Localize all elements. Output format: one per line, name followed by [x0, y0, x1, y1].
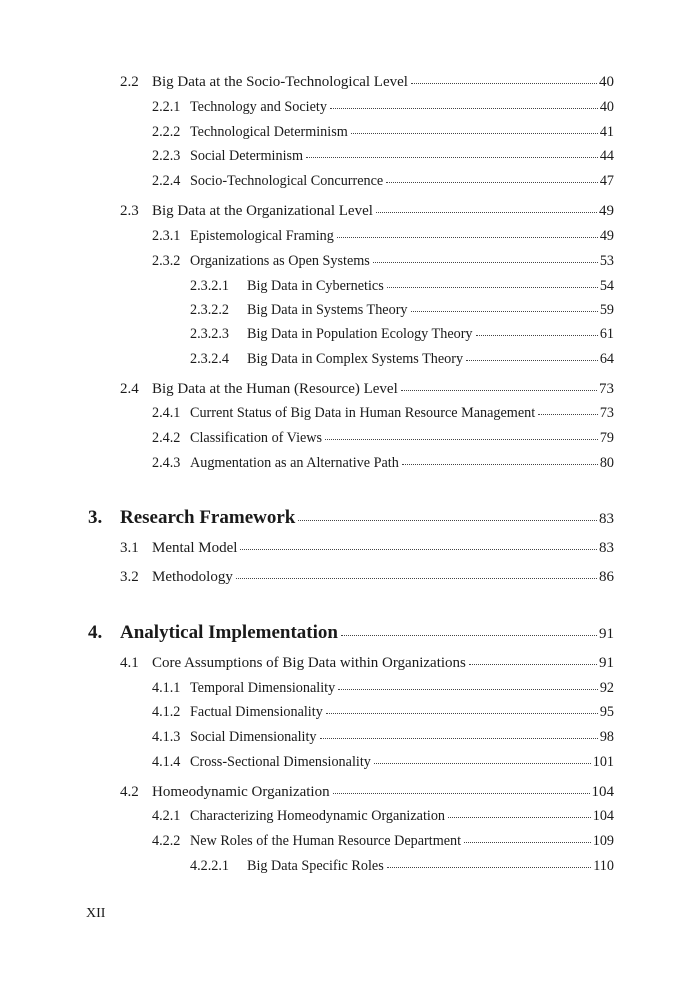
toc-entry: [152, 809, 614, 823]
toc-entry-page: 104: [592, 808, 614, 824]
toc-entry: [152, 705, 614, 719]
toc-entry-title: Current Status of Big Data in Human Resource Management: [190, 405, 536, 421]
toc-entry-title: Socio-Technological Concurrence: [190, 173, 384, 189]
toc-entry-title: Social Dimensionality: [190, 729, 317, 745]
toc-entry-title: Factual Dimensionality: [190, 704, 323, 720]
dot-leader: [351, 132, 598, 134]
toc-entry-number: 2.4: [120, 381, 139, 397]
toc-entry-title: Cross-Sectional Dimensionality: [190, 754, 371, 770]
toc-entry-number: 3.1: [120, 540, 139, 556]
toc-entry: [120, 785, 614, 800]
dot-leader: [411, 82, 597, 84]
toc-entry-page: 101: [592, 754, 614, 770]
toc-entry-page: 47: [599, 173, 614, 189]
dot-leader: [476, 334, 598, 336]
toc-entry-page: 41: [599, 124, 614, 140]
dot-leader: [386, 181, 598, 183]
toc-entry: [120, 656, 614, 671]
toc-entry-page: 95: [599, 704, 614, 720]
toc-entry: [152, 229, 614, 243]
toc-entry-page: 92: [599, 680, 614, 696]
toc-entry-number: 2.3.2.4: [190, 351, 230, 367]
toc-entry: [152, 681, 614, 695]
toc-entry: [152, 125, 614, 139]
toc-entry: [190, 859, 614, 873]
toc-entry-page: 86: [599, 569, 614, 585]
dot-leader: [306, 156, 598, 158]
toc-entry-number: 4.2.2: [152, 833, 181, 849]
toc-entry-title: Homeodynamic Organization: [152, 784, 330, 800]
toc-entry: [190, 352, 614, 366]
toc-entry-number: 2.2.2: [152, 124, 181, 140]
dot-leader: [337, 236, 598, 238]
toc-entry-page: 44: [599, 148, 614, 164]
toc-entry: [152, 254, 614, 268]
dot-leader: [333, 792, 590, 794]
toc-entry-title: Epistemological Framing: [190, 228, 334, 244]
toc-entry-title: Augmentation as an Alternative Path: [190, 455, 399, 471]
dot-leader: [402, 463, 598, 465]
toc-entry-number: 2.3.2.1: [190, 278, 230, 294]
toc-entry-page: 83: [599, 540, 614, 556]
dot-leader: [464, 841, 591, 843]
dot-leader: [330, 107, 598, 109]
toc-entry-number: 4.1.4: [152, 754, 181, 770]
toc-entry-number: 2.2.3: [152, 148, 181, 164]
toc-entry-page: 83: [599, 511, 614, 527]
toc-entry-title: Research Framework: [120, 507, 296, 528]
toc-entry-title: Big Data in Systems Theory: [247, 302, 408, 318]
page-number-folio: XII: [86, 906, 106, 921]
toc-entry: [120, 75, 614, 90]
toc-entry: [152, 431, 614, 445]
toc-entry-page: 73: [599, 405, 614, 421]
toc-entry-title: Technological Determinism: [190, 124, 348, 140]
toc-entry-page: 49: [599, 228, 614, 244]
toc-entry: [120, 382, 614, 397]
dot-leader: [325, 438, 598, 440]
toc-entry: [120, 204, 614, 219]
toc-entry-number: 2.2: [120, 74, 139, 90]
toc-entry-number: 4.1.3: [152, 729, 181, 745]
dot-leader: [469, 663, 597, 665]
toc-entry-title: Temporal Dimensionality: [190, 680, 336, 696]
toc-entry-number: 4.2: [120, 784, 139, 800]
toc-entry: [152, 406, 614, 420]
toc-entry-number: 2.3.2.3: [190, 326, 230, 342]
toc-entry-title: Organizations as Open Systems: [190, 253, 370, 269]
toc-entry-title: Big Data in Complex Systems Theory: [247, 351, 464, 367]
dot-leader: [374, 762, 591, 764]
toc-entry: [152, 174, 614, 188]
toc-entry-page: 59: [599, 302, 614, 318]
toc-entry-page: 91: [599, 655, 614, 671]
toc-entry-title: Big Data in Cybernetics: [247, 278, 384, 294]
toc-entry-page: 40: [599, 99, 614, 115]
toc-entry-number: 2.3.1: [152, 228, 181, 244]
toc-entry: [120, 541, 614, 556]
toc-entry-title: Characterizing Homeodynamic Organization: [190, 808, 446, 824]
toc-entry-number: 4.1.1: [152, 680, 181, 696]
toc-entry-number: 2.3: [120, 203, 139, 219]
toc-entry-title: Big Data Specific Roles: [247, 858, 384, 874]
toc-entry-page: 98: [599, 729, 614, 745]
toc-entry: [190, 303, 614, 317]
dot-leader: [411, 310, 598, 312]
toc-entry-number: 2.4.3: [152, 455, 181, 471]
toc-entry-title: Classification of Views: [190, 430, 323, 446]
dot-leader: [387, 286, 598, 288]
toc-entry-page: 53: [599, 253, 614, 269]
toc-entry-number: 4.2.1: [152, 808, 181, 824]
toc-entry-page: 109: [592, 833, 614, 849]
toc-entry-page: 54: [599, 278, 614, 294]
dot-leader: [341, 634, 597, 636]
toc-entry-number: 2.4.1: [152, 405, 181, 421]
toc-entry-number: 2.2.4: [152, 173, 181, 189]
dot-leader: [320, 737, 598, 739]
dot-leader: [448, 816, 591, 818]
dot-leader: [236, 577, 597, 579]
toc-entry: [152, 456, 614, 470]
toc-entry-title: Big Data at the Socio-Technological Level: [152, 74, 408, 90]
dot-leader: [466, 359, 598, 361]
toc-entry-title: Core Assumptions of Big Data within Organizations: [152, 655, 466, 671]
dot-leader: [240, 548, 597, 550]
toc-entry-number: 4.1.2: [152, 704, 181, 720]
toc-entry-title: Analytical Implementation: [120, 622, 338, 643]
dot-leader: [376, 211, 597, 213]
toc-entry: [152, 755, 614, 769]
toc-entry-page: 40: [599, 74, 614, 90]
toc-entry: [120, 570, 614, 585]
toc-entry-page: 79: [599, 430, 614, 446]
toc-entry-number: 4.2.2.1: [190, 858, 230, 874]
dot-leader: [538, 413, 598, 415]
toc-entry-page: 80: [599, 455, 614, 471]
toc-entry: [152, 834, 614, 848]
toc-entry: [152, 149, 614, 163]
toc-entry: [88, 508, 614, 527]
toc-entry-title: Big Data at the Organizational Level: [152, 203, 373, 219]
toc-entry-title: Social Determinism: [190, 148, 304, 164]
toc-entry-page: 110: [593, 858, 614, 874]
toc-entry-number: 2.2.1: [152, 99, 181, 115]
dot-leader: [338, 688, 598, 690]
toc-entry-page: 73: [599, 381, 614, 397]
toc-entry: [190, 279, 614, 293]
toc-entry-page: 64: [599, 351, 614, 367]
toc-entry-title: Big Data in Population Ecology Theory: [247, 326, 473, 342]
dot-leader: [387, 866, 592, 868]
toc-entry-number: 2.3.2.2: [190, 302, 230, 318]
toc-entry: [88, 623, 614, 642]
toc-entry-page: 61: [599, 326, 614, 342]
dot-leader: [373, 261, 598, 263]
toc-entry-title: Mental Model: [152, 540, 238, 556]
toc-entry-page: 49: [599, 203, 614, 219]
dot-leader: [401, 389, 597, 391]
toc-entry-number: 2.3.2: [152, 253, 181, 269]
toc-entry-number: 2.4.2: [152, 430, 181, 446]
toc-entry: [190, 327, 614, 341]
dot-leader: [326, 712, 598, 714]
toc-entry-title: Methodology: [152, 569, 233, 585]
toc-entry-title: New Roles of the Human Resource Department: [190, 833, 462, 849]
toc-entry: [152, 100, 614, 114]
dot-leader: [298, 519, 597, 521]
toc-entry-page: 91: [599, 626, 614, 642]
toc-entry-number: 3.2: [120, 569, 139, 585]
toc-entry-number: 3.: [88, 507, 103, 528]
toc-entry-number: 4.1: [120, 655, 139, 671]
toc-entry-page: 104: [591, 784, 614, 800]
toc-entry: [152, 730, 614, 744]
toc-entry-number: 4.: [88, 622, 103, 643]
toc-entry-title: Big Data at the Human (Resource) Level: [152, 381, 398, 397]
toc-entry-title: Technology and Society: [190, 99, 327, 115]
